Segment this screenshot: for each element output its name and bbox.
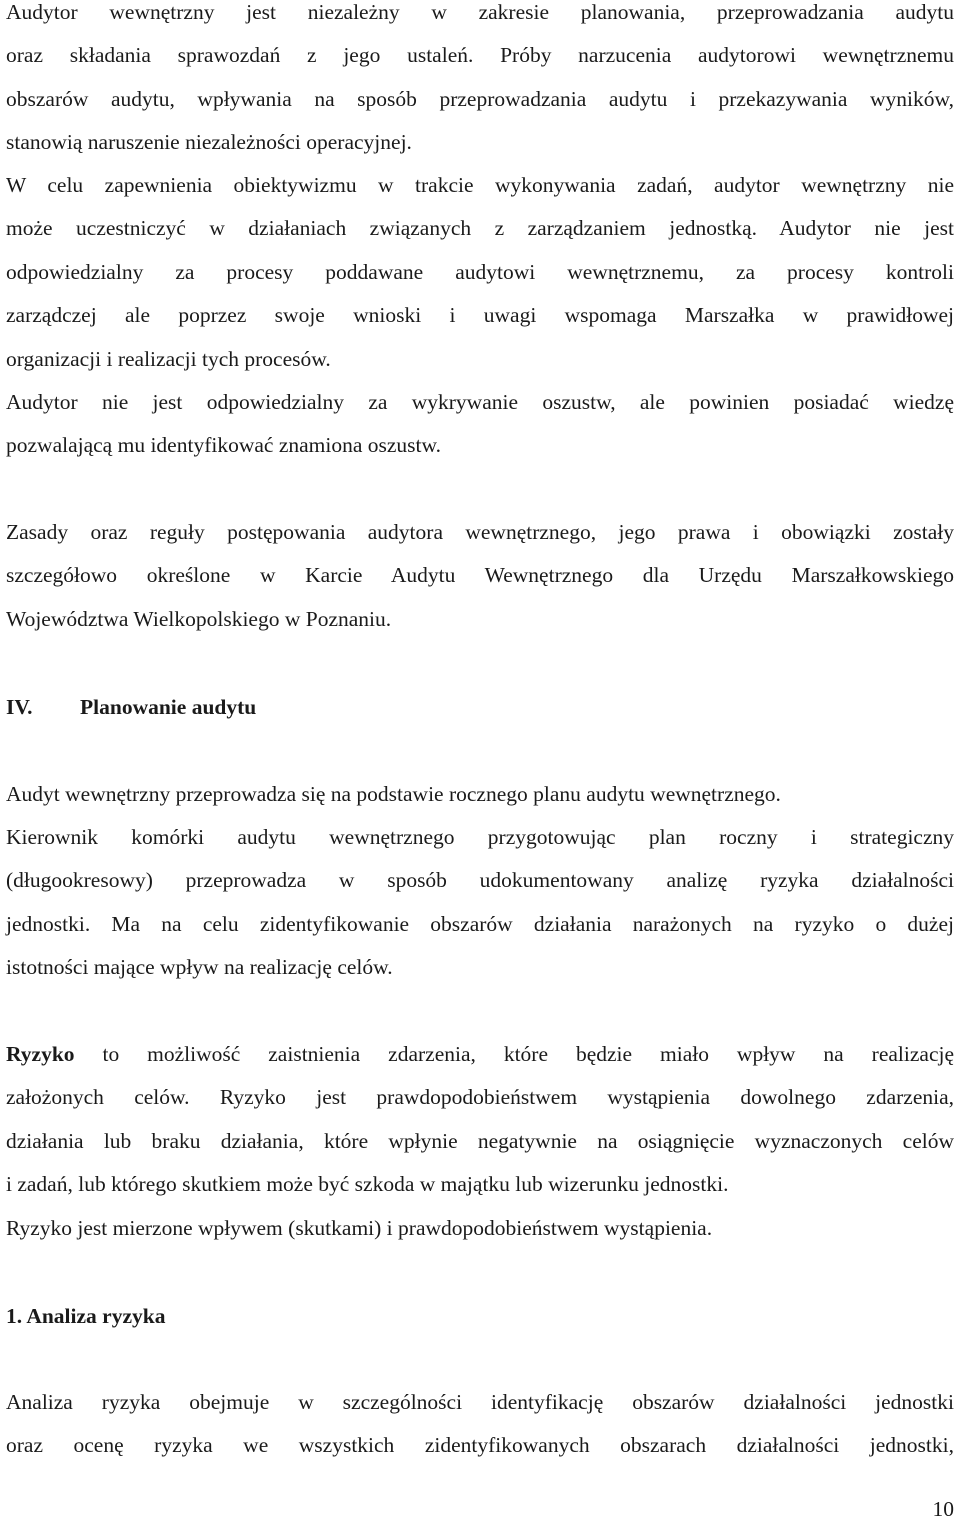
section-title: 1. Analiza ryzyka — [6, 1304, 166, 1328]
paragraph-risk-analysis-scope — [6, 1381, 954, 1468]
text-line: jednostki. Ma na celu zidentyfikowanie obszarów działania narażonych na ryzyko o dużej — [6, 911, 954, 936]
paragraph-annual-plan — [6, 773, 954, 816]
paragraph-risk-definition — [6, 1033, 954, 1207]
text-line: W celu zapewnienia obiektywizmu w trakcie wykonywania zadań, audytor wewnętrzny nie — [6, 173, 954, 197]
paragraph-risk-analysis-intro — [6, 816, 954, 990]
risk-definition-text: to możliwość zaistnienia zdarzenia, które będzie miało wpływ na realizację — [74, 1042, 954, 1066]
paragraph-objectivity — [6, 164, 954, 381]
section-number: IV. — [6, 695, 33, 719]
text-line: Ryzyko jest mierzone wpływem (skutkami) i prawdopodobieństwem wystąpienia. — [6, 1216, 713, 1240]
text-line: założonych celów. Ryzyko jest prawdopodobieństwem wystąpienia dowolnego zdarzenia, — [6, 1085, 954, 1110]
text-line: Kierownik komórki audytu wewnętrznego przygotowując plan roczny i strategiczny — [6, 825, 954, 849]
text-line: istotności mające wpływ na realizację celów. — [6, 955, 393, 980]
text-line: może uczestniczyć w działaniach związanych z zarządzaniem jednostką. Audytor nie jest — [6, 216, 954, 241]
text-line: odpowiedzialny za procesy poddawane audytowi wewnętrznemu, za procesy kontroli — [6, 259, 954, 284]
text-line: szczegółowo określone w Karcie Audytu Wewnętrznego dla Urzędu Marszałkowskiego — [6, 563, 954, 588]
text-line: organizacji i realizacji tych procesów. — [6, 346, 331, 371]
text-line: stanowią naruszenie niezależności operacyjnej. — [6, 130, 412, 155]
text-line: Audyt wewnętrzny przeprowadza się na podstawie rocznego planu audytu wewnętrznego. — [6, 782, 781, 806]
text-line: działania lub braku działania, które wpłynie negatywnie na osiągnięcie wyznaczonych celów — [6, 1128, 954, 1153]
risk-term: Ryzyko — [6, 1042, 75, 1066]
paragraph-fraud — [6, 381, 954, 468]
section-heading-risk-analysis — [6, 1302, 165, 1330]
text-line: Województwa Wielkopolskiego w Poznaniu. — [6, 606, 392, 631]
text-line: i zadań, lub którego skutkiem może być szkoda w majątku lub wizerunku jednostki. — [6, 1172, 729, 1197]
text-line: pozwalającą mu identyfikować znamiona oszustw. — [6, 433, 442, 458]
text-line: obszarów audytu, wpływania na sposób przeprowadzania audytu i przekazywania wyników, — [6, 86, 954, 111]
text-line: Audytor wewnętrzny jest niezależny w zakresie planowania, przeprowadzania audytu — [6, 0, 954, 24]
text-line: oraz ocenę ryzyka we wszystkich zidentyfikowanych obszarach działalności jednostki, — [6, 1433, 954, 1458]
text-line — [6, 1033, 954, 1076]
text-line: Zasady oraz reguły postępowania audytora wewnętrznego, jego prawa i obowiązki zostały — [6, 520, 954, 544]
section-title: Planowanie audytu — [80, 695, 257, 719]
paragraph-audit-charter — [6, 511, 954, 641]
paragraph-independence — [6, 0, 954, 165]
text-line: (długookresowy) przeprowadza w sposób udokumentowany analizę ryzyka działalności — [6, 868, 954, 893]
text-line: oraz składania sprawozdań z jego ustaleń. Próby narzucenia audytorowi wewnętrznemu — [6, 43, 954, 68]
section-heading-iv — [6, 693, 256, 721]
page-number: 10 — [932, 1497, 954, 1521]
text-line: Analiza ryzyka obejmuje w szczególności identyfikację obszarów działalności jednostki — [6, 1390, 954, 1414]
text-line: zarządczej ale poprzez swoje wnioski i uwagi wspomaga Marszałka w prawidłowej — [6, 303, 954, 328]
text-line: Audytor nie jest odpowiedzialny za wykrywanie oszustw, ale powinien posiadać wiedzę — [6, 390, 954, 414]
paragraph-risk-measure — [6, 1207, 954, 1250]
